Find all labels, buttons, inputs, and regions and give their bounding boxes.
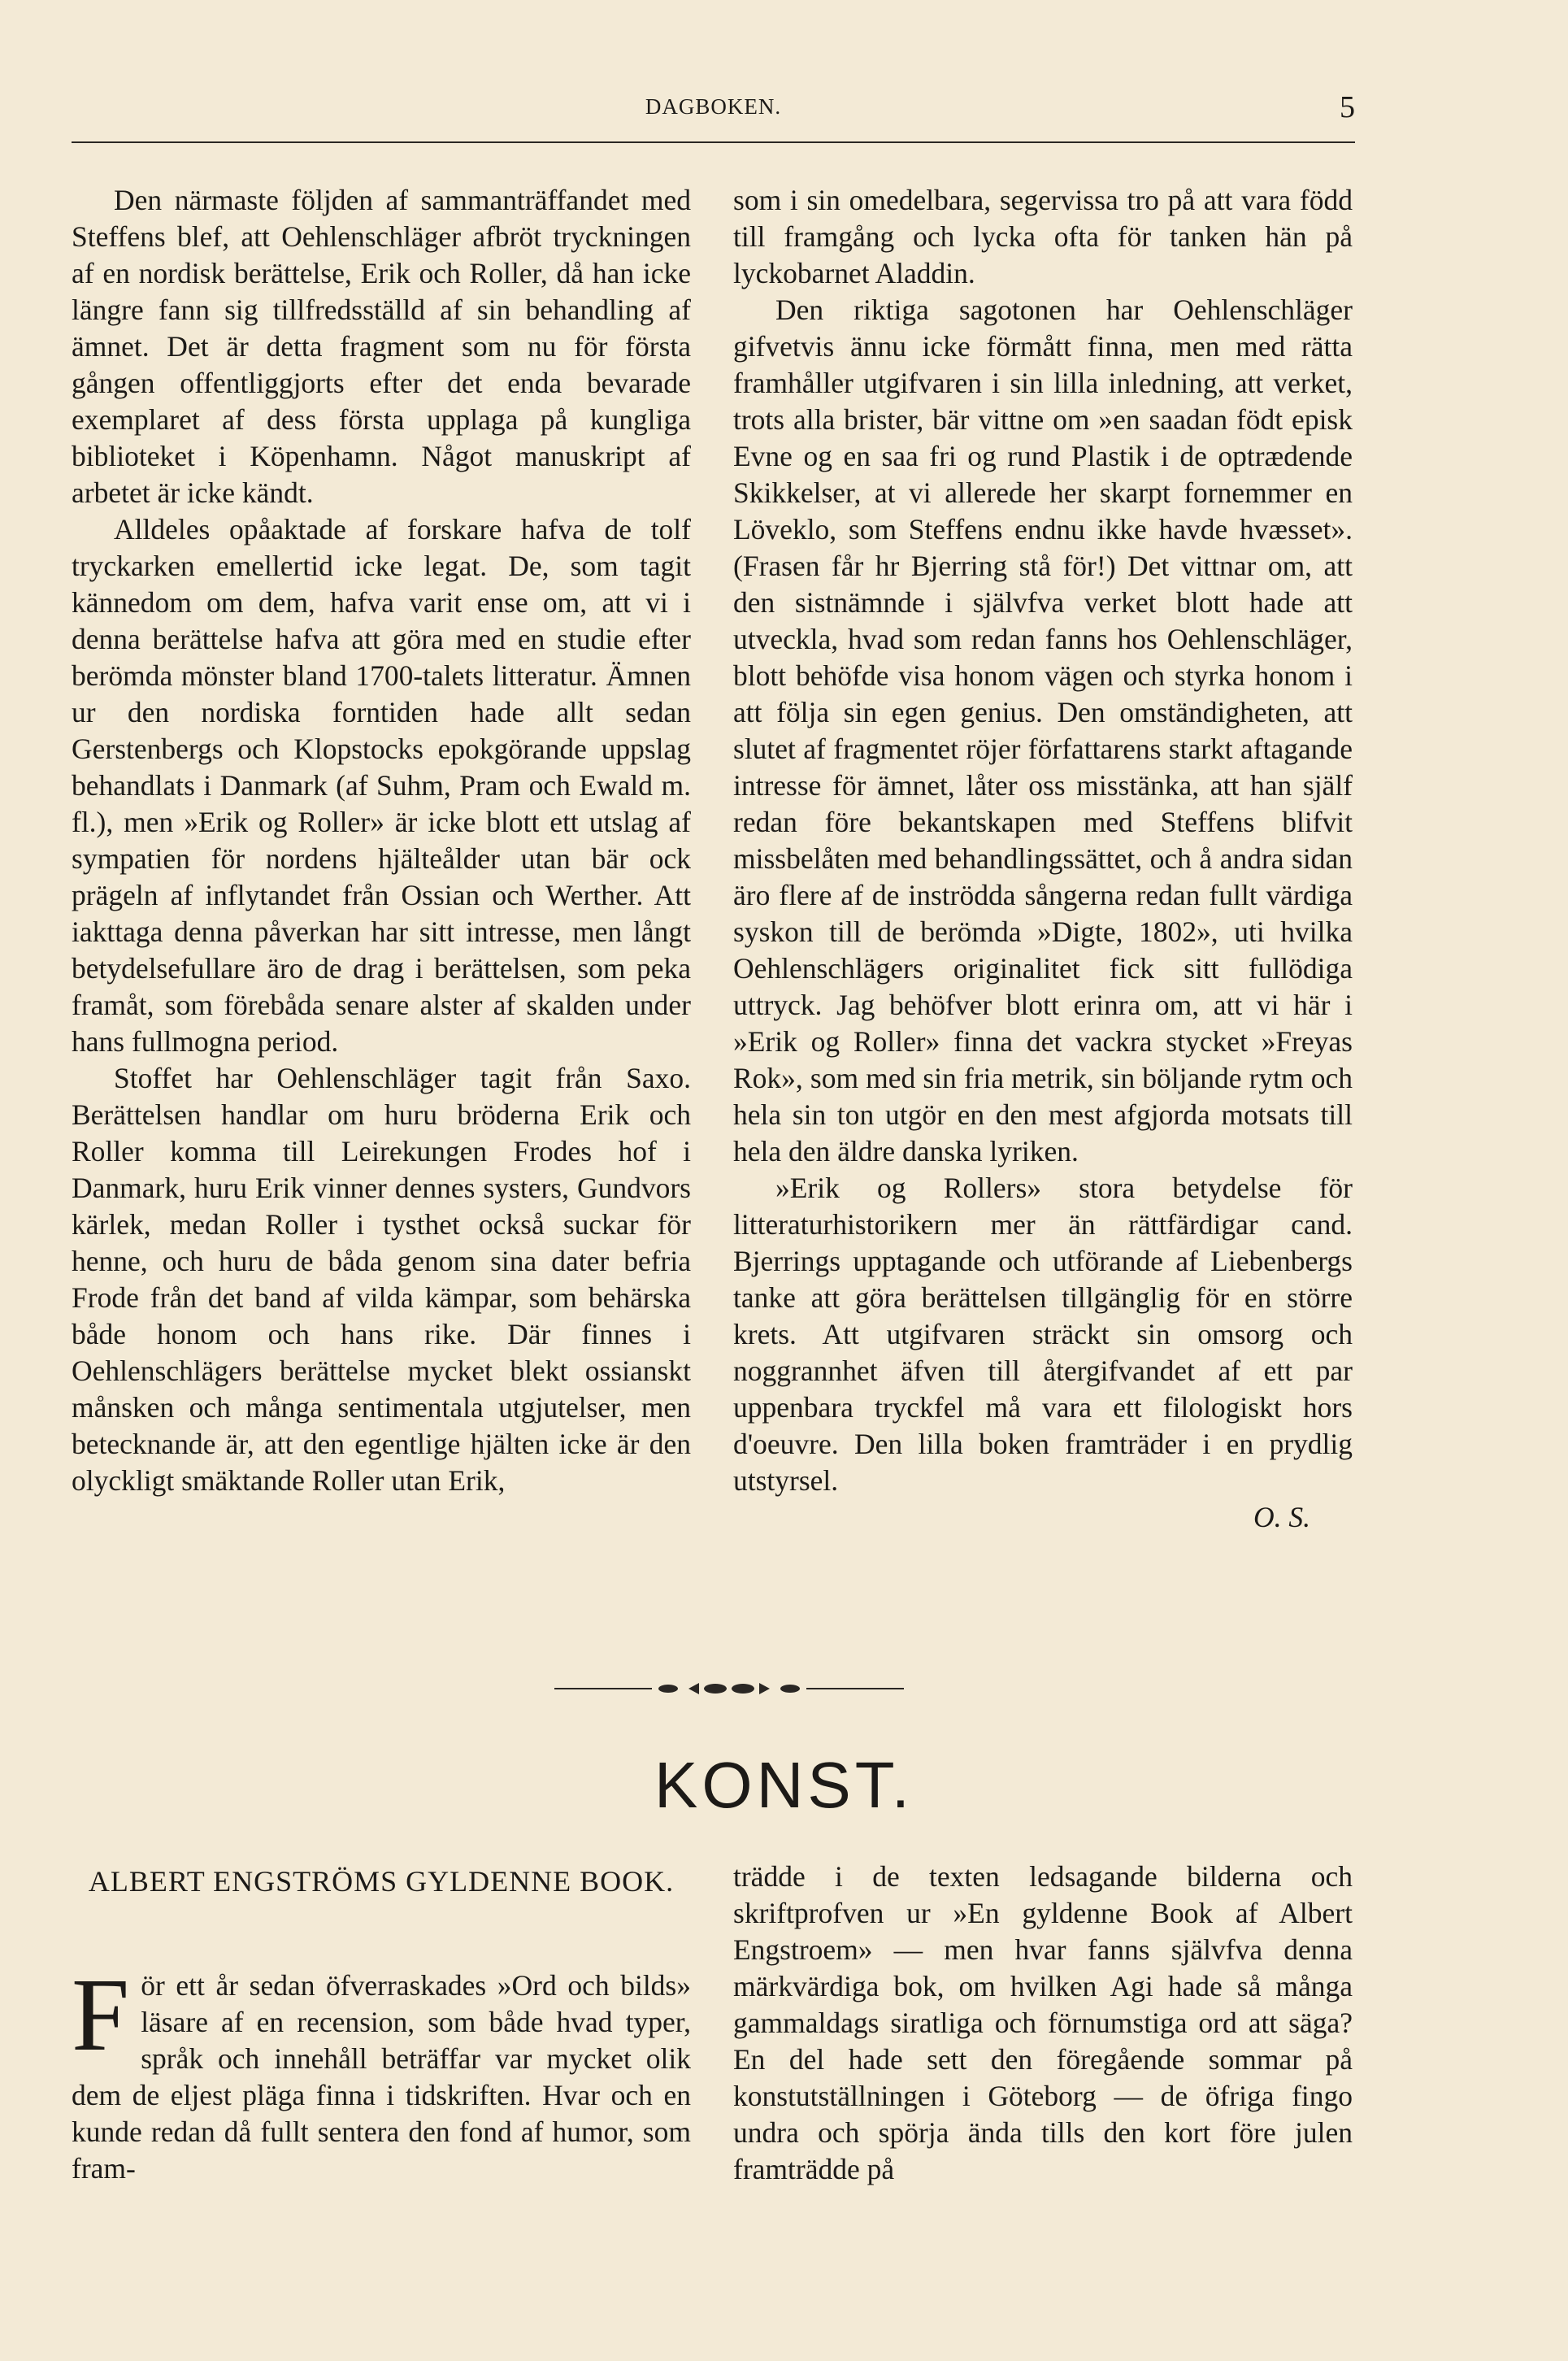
page-header — [72, 90, 1355, 143]
ornament-divider — [554, 1678, 904, 1699]
review-paragraph: som i sin omedelbara, segervissa tro på att vara född till framgång och lycka ofta för tanken hän på lyckobarnet Aladdin. — [733, 184, 1353, 289]
review-right-column — [733, 182, 1353, 1536]
review-left-column — [72, 182, 691, 1499]
article-paragraph: trädde i de texten ledsagande bilderna och skriftprofven ur »En gyldenne Book af Albert Engstroem» — men hvar fanns självfva denna märkvärdiga bok, om hvilken Agi hade så många gammaldags siratliga och förnumstiga ord att säga? En del hade sett den föregående sommar på konstutställningen i Göteborg — de öfriga fingo undra och spörja ända tills den kort före julen framträdde på — [733, 1860, 1353, 2185]
article-title: ALBERT ENGSTRÖMS GYLDENNE BOOK. — [88, 1865, 675, 1898]
review-signature: O. S. — [1253, 1501, 1310, 1533]
review-paragraph: Stoffet har Oehlenschläger tagit från Saxo. Berättelsen handlar om huru bröderna Erik och Roller komma till Leirekungen Frodes hof i Danmark, huru Erik vinner dennes systers, Gundvors kärlek, medan Roller i tysthet också suckar för henne, och huru de båda genom sina dater befria Frode från det band af vilda kämpar, som behärska både honom och hans rike. Där finnes i Oehlenschlägers berättelse mycket blekt ossianskt månsken och många sentimentala utgjutelser, men betecknande är, att den egentlige hjälten icke är den olyckligt smäktande Roller utan Erik, — [72, 1062, 691, 1497]
review-paragraph: »Erik og Rollers» stora betydelse för litteraturhistorikern mer än rättfärdigar cand. Bjerrings upptagande och utförande af Liebenbergs tanke att göra berättelsen tillgänglig för en större krets. Att utgifvaren sträckt sin omsorg och noggrannhet äfven till återgifvandet af ett par uppenbara tryckfel må vara ett filologiskt hors d'oeuvre. Den lilla boken framträder i en prydlig utstyrsel. — [733, 1172, 1353, 1497]
drop-cap: F — [72, 1957, 130, 2072]
section-title: KONST. — [654, 1749, 914, 1821]
article-left-column — [72, 1957, 691, 2187]
running-head: DAGBOKEN. — [645, 94, 782, 119]
review-paragraph: Alldeles opåaktade af forskare hafva de tolf tryckarken emellertid icke legat. De, som tagit kännedom om dem, hafva varit ense om, att vi i denna berättelse hafva att göra med en studie efter berömda mönster bland 1700-talets litteratur. Ämnen ur den nordiska forntiden hade allt sedan Gerstenbergs och Klopstocks epokgörande uppslag behandlats i Danmark (af Suhm, Pram och Ewald m. fl.), men »Erik og Roller» är icke blott ett utslag af sympatien för nordens hjälteålder utan bär ock prägeln af inflytandet från Ossian och Werther. Att iakttaga denna påverkan har sitt intresse, men långt betydelsefullare äro de drag i berättelsen, som peka framåt, som förebåda senare alster af skalden under hans fullmogna period. — [72, 513, 691, 1058]
article-paragraph — [72, 1957, 691, 2187]
review-paragraph: Den närmaste följden af sammanträffandet med Steffens blef, att Oehlenschläger afbröt tryckningen af en nordisk berättelse, Erik och Roller, då han icke längre fann sig tillfredsställd af sin behandling af ämnet. Det är detta fragment som nu för första gången offentliggjorts efter det enda bevarade exemplaret af dess första upplaga på kungliga biblioteket i Köpenhamn. Något manuskript af arbetet är icke kändt. — [72, 184, 691, 509]
page-number: 5 — [1340, 90, 1355, 124]
article-right-column — [733, 1859, 1353, 2188]
article-text: ör ett år sedan öfverraskades »Ord och bilds» läsare af en recension, som både hvad typer, språk och innehåll beträffar var mycket olik dem de eljest pläga finna i tidskriften. Hvar och en kunde redan då fullt sentera den fond af humor, som fram- — [72, 1969, 691, 2185]
review-paragraph: Den riktiga sagotonen har Oehlenschläger gifvetvis ännu icke förmått finna, men med rätta framhåller utgifvaren i sin lilla inledning, att verket, trots alla brister, bär vittne om »en saadan födt episk Evne og en saa fri og rund Plastik i de optrædende Skikkelser, at vi allerede her skarpt fornemmer en Löveklo, som Steffens endnu ikke havde hvæsset». (Frasen får hr Bjerring stå för!) Det vittnar om, att den sistnämnde i självfva verket blott hade att utveckla, hvad som redan fanns hos Oehlenschläger, blott behöfde visa honom vägen och styrka honom i att följa sin egen genius. Den omständigheten, att slutet af fragmentet röjer författarens starkt aftagande intresse för ämnet, låter oss misstänka, att han själf redan före bekantskapen med Steffens blifvit missbelåten med behandlingssättet, och å andra sidan äro flere af de inströdda sångerna redan fullt värdiga syskon till de berömda »Digte, 1802», uti hvilka Oehlenschlägers originalitet fick sitt fullödiga uttryck. Jag behöfver blott erinra om, att vi här i »Erik og Roller» finna det vackra stycket »Freyas Rok», som med sin fria metrik, sin böljande rytm och hela sin ton utgör en den mest afgjorda motsats till hela den äldre danska lyriken. — [733, 293, 1353, 1167]
